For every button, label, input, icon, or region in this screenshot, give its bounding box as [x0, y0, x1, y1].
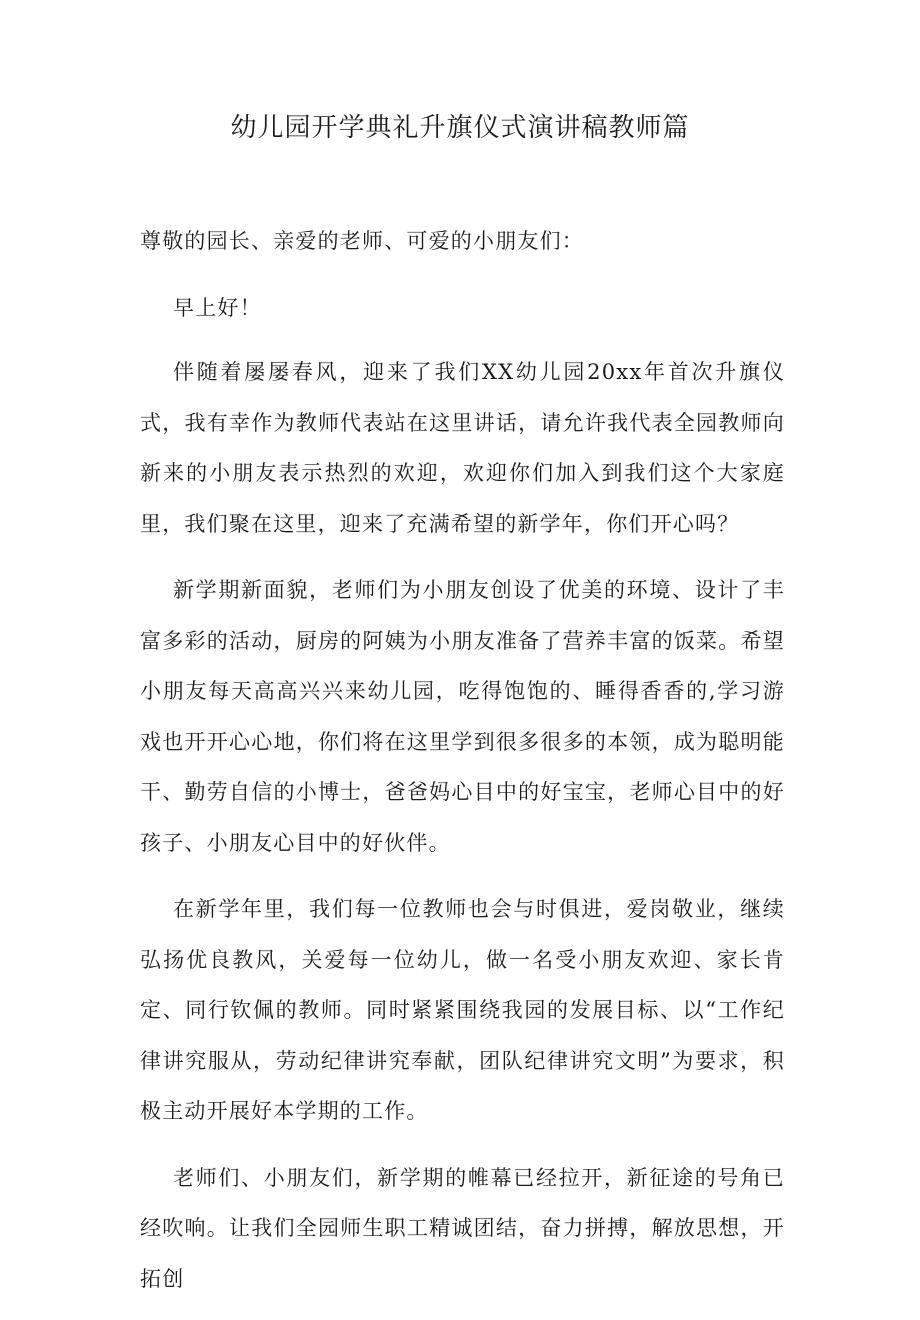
document-title: 幼儿园开学典礼升旗仪式演讲稿教师篇	[230, 113, 690, 143]
document-body	[140, 216, 785, 1320]
salutation: 尊敬的园长、亲爱的老师、可爱的小朋友们：	[140, 229, 584, 253]
paragraph: 新学期新面貌，老师们为小朋友创设了优美的环境、设计了丰富多彩的活动，厨房的阿姨为小朋友准备了营养丰富的饭菜。希望小朋友每天高高兴兴来幼儿园，吃得饱饱的、睡得香香的,学习游戏也开开心心地，你们将在这里学到很多很多的本领，成为聪明能干、勤劳自信的小博士，爸爸妈心目中的好宝宝，老师心目中的好孩子、小朋友心目中的好伙伴。	[140, 578, 785, 855]
greeting: 早上好！	[173, 295, 262, 320]
paragraph: 在新学年里，我们每一位教师也会与时俱进，爱岗敬业，继续弘扬优良教风，关爱每一位幼儿，做一名受小朋友欢迎、家长肯定、同行钦佩的教师。同时紧紧围绕我园的发展目标、以“工作纪律讲究服从，劳动纪律讲究奉献，团队纪律讲究文明”为要求，积极主动开展好本学期的工作。	[140, 897, 785, 1123]
paragraph: 老师们、小朋友们，新学期的帷幕已经拉开，新征途的号角已经吹响。让我们全园师生职工精诚团结，奋力拼搏，解放思想，开拓创	[140, 1165, 785, 1291]
paragraph: 伴随着屡屡春风，迎来了我们XX幼儿园20xx年首次升旗仪式，我有幸作为教师代表站在这里讲话，请允许我代表全园教师向新来的小朋友表示热烈的欢迎，欢迎你们加入到我们这个大家庭里，我们聚在这里，迎来了充满希望的新学年，你们开心吗？	[140, 360, 785, 536]
